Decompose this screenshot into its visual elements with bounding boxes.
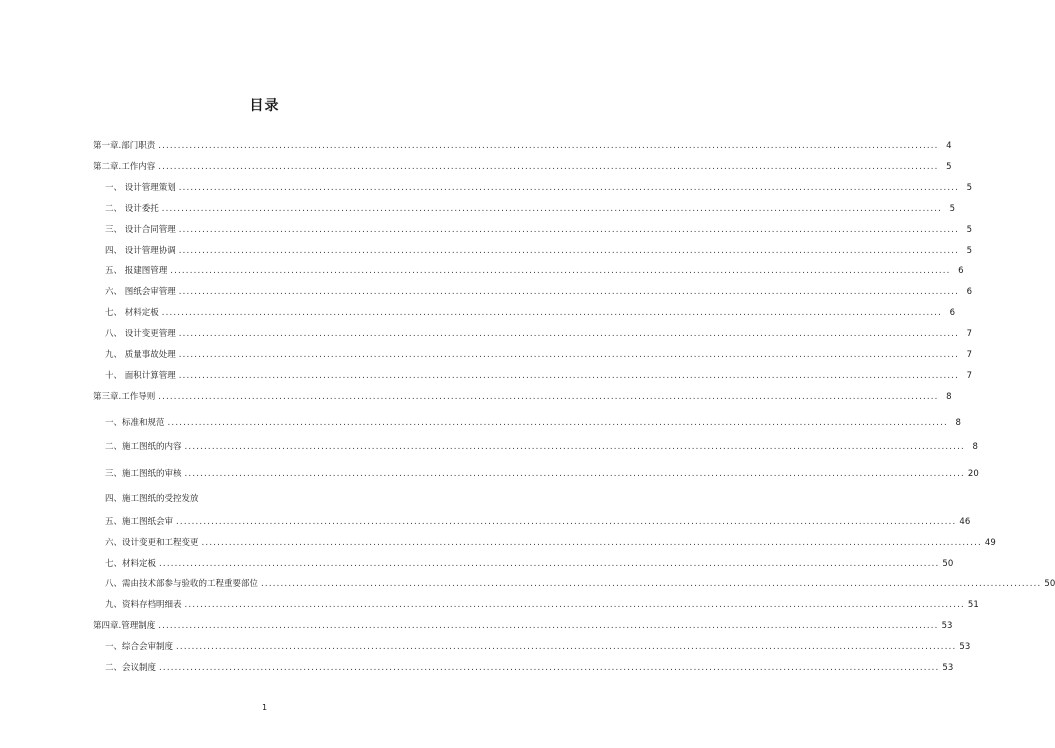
toc-entry[interactable]	[105, 244, 973, 258]
toc-dot-leader: ........................................................................................................................................................................................................	[178, 287, 960, 297]
toc-entry[interactable]	[105, 467, 979, 481]
toc-entry-label: 四、 设计管理协调	[105, 246, 176, 256]
page-title: 目录	[249, 98, 280, 114]
toc-entry-label: 七、 材料定板	[105, 308, 159, 318]
toc-dot-leader: ........................................................................................................................................................................................................	[201, 538, 982, 548]
toc-entry[interactable]	[105, 661, 954, 675]
toc-dot-leader: ........................................................................................................................................................................................................	[178, 350, 960, 360]
toc-entry[interactable]	[105, 598, 979, 612]
toc-entry[interactable]	[93, 160, 952, 174]
toc-entry-label: 二、 设计委托	[105, 204, 159, 214]
toc-entry[interactable]	[93, 139, 952, 153]
toc-entry-page: 6	[958, 266, 964, 276]
toc-entry-page: 50	[1044, 579, 1055, 589]
toc-entry-page: 8	[955, 418, 961, 428]
toc-entry-label: 一、 设计管理策划	[105, 183, 176, 193]
toc-entry[interactable]	[105, 640, 971, 654]
toc-dot-leader: ........................................................................................................................................................................................................	[159, 559, 940, 569]
toc-entry-page: 7	[966, 329, 973, 339]
toc-entry-page: 5	[966, 225, 973, 235]
toc-entry-label: 一、综合会审制度	[105, 642, 174, 652]
toc-entry-page: 53	[959, 642, 971, 652]
toc-dot-leader: ........................................................................................................................................................................................................	[178, 183, 960, 193]
toc-entry[interactable]	[105, 348, 973, 362]
toc-entry-page: 20	[967, 469, 979, 479]
toc-entry-label: 八、 设计变更管理	[105, 329, 176, 339]
toc-entry[interactable]	[105, 181, 973, 195]
toc-entry-label: 九、 质量事故处理	[105, 350, 176, 360]
toc-entry-label: 第四章.管理制度	[93, 621, 156, 631]
toc-dot-leader: ........................................................................................................................................................................................................	[178, 329, 960, 339]
toc-dot-leader: ........................................................................................................................................................................................................	[159, 663, 940, 673]
toc-entry[interactable]	[105, 557, 954, 571]
toc-entry-label: 三、施工图纸的审核	[105, 469, 182, 479]
toc-entry-label: 五、 报建图管理	[105, 266, 168, 276]
toc-entry[interactable]	[105, 492, 456, 506]
toc-entry-page: 49	[984, 538, 996, 548]
toc-entry-label: 第二章.工作内容	[93, 162, 156, 172]
toc-entry[interactable]	[105, 223, 973, 237]
toc-entry-label: 二、会议制度	[105, 663, 157, 673]
toc-entry-page: 51	[967, 600, 979, 610]
toc-entry-page: 7	[966, 350, 973, 360]
page-number: 1	[261, 703, 268, 712]
toc-entry-label: 二、施工图纸的内容	[105, 442, 182, 452]
toc-dot-leader: ........................................................................................................................................................................................................	[184, 600, 965, 610]
toc-dot-leader: ........................................................................................................................................................................................................	[184, 469, 965, 479]
toc-dot-leader: ........................................................................................................................................................................................................	[170, 266, 951, 276]
toc-dot-leader: ........................................................................................................................................................................................................	[178, 371, 960, 381]
toc-entry-label: 六、 图纸会审管理	[105, 287, 176, 297]
toc-dot-leader: ........................................................................................................................................................................................................	[158, 392, 939, 402]
toc-dot-leader: ........................................................................................................................................................................................................	[161, 308, 943, 318]
toc-entry-label: 三、 设计合同管理	[105, 225, 176, 235]
toc-entry[interactable]	[93, 390, 952, 404]
toc-dot-leader: ........................................................................................................................................................................................................	[261, 579, 1042, 589]
toc-entry-page: 5	[966, 246, 973, 256]
toc-entry[interactable]	[105, 536, 996, 550]
toc-dot-leader: ........................................................................................................................................................................................................	[178, 225, 960, 235]
toc-entry[interactable]	[105, 515, 971, 529]
toc-entry-page: 8	[972, 442, 978, 452]
toc-entry-label: 十、 面积计算管理	[105, 371, 176, 381]
toc-entry-page: 5	[949, 204, 956, 214]
toc-dot-leader: ........................................................................................................................................................................................................	[158, 141, 939, 151]
toc-entry-page: 5	[966, 183, 973, 193]
toc-dot-leader: ........................................................................................................................................................................................................	[167, 418, 948, 428]
toc-entry-page: 50	[942, 559, 954, 569]
toc-entry-page: 46	[959, 517, 971, 527]
toc-entry-label: 七、材料定板	[105, 559, 157, 569]
toc-entry-label: 四、施工图纸的受控发放	[105, 494, 199, 504]
toc-entry-label: 一、标准和规范	[105, 418, 165, 428]
toc-entry-page: 53	[941, 621, 953, 631]
toc-entry-page: 6	[949, 308, 956, 318]
toc-entry[interactable]	[105, 327, 973, 341]
toc-entry-label: 九、资料存档明细表	[105, 600, 182, 610]
toc-entry-label: 六、设计变更和工程变更	[105, 538, 199, 548]
toc-entry-page: 7	[966, 371, 973, 381]
toc-entry-page: 4	[946, 141, 952, 151]
toc-entry[interactable]	[105, 440, 978, 454]
toc-dot-leader: ........................................................................................................................................................................................................	[178, 246, 960, 256]
toc-dot-leader: ........................................................................................................................................................................................................	[158, 162, 939, 172]
toc-entry[interactable]	[105, 577, 1055, 591]
toc-entry[interactable]	[105, 285, 973, 299]
toc-entry-label: 八、需由技术部参与验收的工程重要部位	[105, 579, 259, 589]
toc-entry-page: 53	[942, 663, 954, 673]
toc-entry-page: 5	[946, 162, 952, 172]
toc-entry[interactable]	[105, 369, 973, 383]
toc-entry[interactable]	[105, 306, 956, 320]
toc-entry-label: 五、施工图纸会审	[105, 517, 174, 527]
toc-dot-leader: ........................................................................................................................................................................................................	[158, 621, 939, 631]
toc-dot-leader: ........................................................................................................................................................................................................	[176, 517, 957, 527]
toc-dot-leader: ........................................................................................................................................................................................................	[176, 642, 957, 652]
toc-entry[interactable]	[105, 416, 961, 430]
toc-entry-label: 第三章.工作导则	[93, 392, 156, 402]
toc-entry-page: 8	[946, 392, 952, 402]
toc-entry[interactable]	[105, 202, 956, 216]
toc-entry-page: 6	[966, 287, 973, 297]
toc-entry[interactable]	[105, 264, 964, 278]
toc-dot-leader: ........................................................................................................................................................................................................	[184, 442, 965, 452]
toc-entry-label: 第一章.部门职责	[93, 141, 156, 151]
toc-entry[interactable]	[93, 619, 953, 633]
toc-dot-leader: ........................................................................................................................................................................................................	[161, 204, 943, 214]
